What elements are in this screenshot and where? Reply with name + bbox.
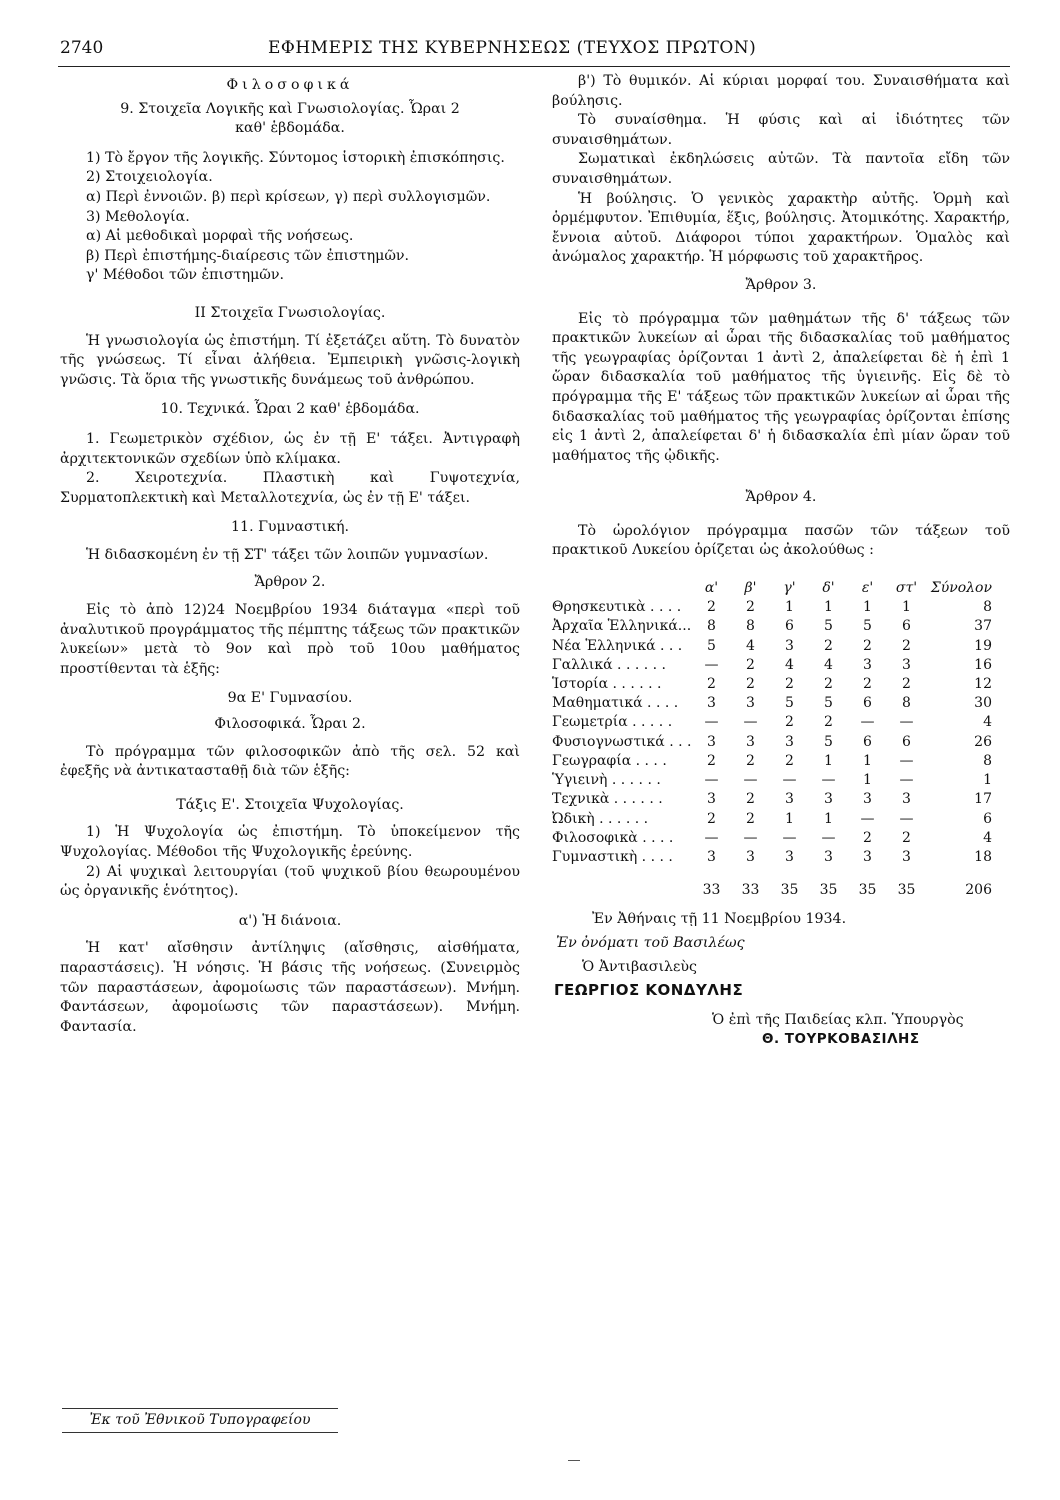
header-cell: γ' <box>783 580 796 597</box>
row-total-cell: 6 <box>983 810 992 827</box>
hours-cell: — <box>743 772 758 789</box>
header-cell: β' <box>744 580 757 597</box>
hours-cell: 1 <box>863 752 872 769</box>
paragraph: 2) Αἱ ψυχικαὶ λειτουργίαι (τοῦ ψυχικοῦ βίου θεωρουμένου ὡς ὀργανικῆς ἑνότητος). <box>60 863 520 900</box>
subject-cell: Γεωμετρία . . . . . <box>552 714 673 731</box>
gazette-title: ΕΦΗΜΕΡΙΣ ΤΗΣ ΚΥΒΕΡΝΗΣΕΩΣ (ΤΕΥΧΟΣ ΠΡΩΤΟΝ) <box>268 38 757 58</box>
hours-cell: 5 <box>824 733 833 750</box>
header-cell: δ' <box>822 580 835 597</box>
article-heading: Ἄρθρον 3. <box>745 276 817 293</box>
regent-title: Ὁ Ἀντιβασιλεὺς <box>582 958 697 975</box>
row-total-cell: 16 <box>974 656 992 673</box>
subject-cell: Ἱστορία . . . . . . <box>552 676 662 693</box>
hours-cell: 2 <box>863 829 872 846</box>
hours-cell: 3 <box>824 791 833 808</box>
list-item: α) Αἱ μεθοδικαὶ μορφαὶ τῆς νοήσεως. <box>86 228 354 245</box>
hours-cell: 8 <box>746 618 755 635</box>
hours-cell: 1 <box>824 599 833 616</box>
paragraph: Εἰς τὸ ἀπὸ 12)24 Νοεμβρίου 1934 διάταγμα «περὶ τοῦ ἀναλυτικοῦ προγράμματος τῆς πέμπτης τάξεως τῶν πρακτικῶν λυκείων» μετὰ τὸ 9ον καὶ πρὸ τοῦ 10ου μαθήματος προστίθενται τὰ ἑξῆς: <box>60 602 520 677</box>
hours-cell: — <box>860 810 875 827</box>
signing-date: Ἐν Ἀθήναις τῇ 11 Νοεμβρίου 1934. <box>592 911 847 928</box>
hours-cell: 3 <box>746 733 755 750</box>
list-item: 2) Στοιχειολογία. <box>86 169 213 186</box>
minister-signature: Θ. ΤΟΥΡΚΟΒΑΣΙΛΗΣ <box>762 1031 920 1048</box>
subsection-heading: α') Ἡ διάνοια. <box>238 912 342 929</box>
hours-cell: 2 <box>824 714 833 731</box>
total-cell: 35 <box>819 882 838 899</box>
paragraph: Τὸ πρόγραμμα τῶν φιλοσοφικῶν ἀπὸ τῆς σελ. 52 καὶ ἐφεξῆς νὰ ἀντικατασταθῇ διὰ τῶν ἑξῆς: <box>60 743 520 780</box>
row-total-cell: 8 <box>983 599 992 616</box>
table-row <box>552 771 1000 790</box>
hours-cell: — <box>899 810 914 827</box>
hours-cell: 5 <box>863 618 872 635</box>
header-cell: στ' <box>895 580 918 597</box>
hours-cell: 1 <box>785 810 794 827</box>
hours-cell: 1 <box>863 772 872 789</box>
hours-cell: 3 <box>746 695 755 712</box>
paragraph: Εἰς τὸ πρόγραμμα τῶν μαθημάτων τῆς δ' τάξεως τῶν πρακτικῶν λυκείων αἱ ὧραι τῆς διδασκαλίας τοῦ μαθήματος τῆς γεωγραφίας ὁρίζονται 1 ἀντὶ 2, ἀπαλείφεται δὲ ἡ ἐπὶ 1 ὥραν διδασκαλία τοῦ μαθήματος τῆς ὑγιεινῆς. Εἰς δὲ τὸ πρόγραμμα τῆς Ε' τάξεως τῶν πρακτικῶν λυκείων αἱ ὧραι τῆς διδασκαλίας τοῦ μαθήματος τῆς γεωγραφίας ὁρίζονται ἐπίσης εἰς 1 ἀντὶ 2, ἀπαλείφεται δ' ἡ διδασκαλία ἐπὶ μίαν ὥραν τοῦ μαθήματος τῆς ᾠδικῆς. <box>552 310 1010 464</box>
hours-cell: 3 <box>902 848 911 865</box>
table-row <box>552 713 1000 732</box>
subject-heading: Φιλοσοφικά. Ὧραι 2. <box>214 716 366 733</box>
hours-cell: — <box>743 829 758 846</box>
subject-cell: Τεχνικὰ . . . . . . <box>552 791 663 808</box>
hours-cell: 2 <box>824 637 833 654</box>
hours-cell: — <box>899 714 914 731</box>
total-cell: 35 <box>780 882 799 899</box>
hours-cell: 6 <box>863 695 872 712</box>
regent-signature: ΓΕΩΡΓΙΟΣ ΚΟΝΔΥΛΗΣ <box>554 981 744 1000</box>
subject-heading: 9. Στοιχεῖα Λογικῆς καὶ Γνωσιολογίας. Ὧραι 2 <box>120 100 460 117</box>
table-row <box>552 790 1000 809</box>
hours-cell: 3 <box>824 848 833 865</box>
hours-cell: 6 <box>785 618 794 635</box>
hours-cell: 2 <box>863 637 872 654</box>
hours-cell: — <box>899 752 914 769</box>
hours-cell: 2 <box>902 637 911 654</box>
subject-cell: Φιλοσοφικὰ . . . . <box>552 829 674 846</box>
timetable <box>552 579 1000 900</box>
hours-cell: 5 <box>707 637 716 654</box>
row-total-cell: 26 <box>974 733 992 750</box>
hours-cell: — <box>899 772 914 789</box>
subject-cell: Ἀρχαῖα Ἑλληνικά... <box>552 618 692 635</box>
hours-cell: 2 <box>785 676 794 693</box>
list-item: γ' Μέθοδοι τῶν ἐπιστημῶν. <box>86 267 285 284</box>
row-total-cell: 12 <box>974 676 992 693</box>
hours-cell: — <box>821 772 836 789</box>
row-total-cell: 4 <box>983 714 992 731</box>
hours-cell: 4 <box>824 656 833 673</box>
hours-cell: 3 <box>902 656 911 673</box>
hours-cell: 2 <box>707 752 716 769</box>
paragraph: Ἡ βούλησις. Ὁ γενικὸς χαρακτὴρ αὐτῆς. Ὁρμὴ καὶ ὁρμέμφυτον. Ἐπιθυμία, ἕξις, βούλησις. Ἀτομικότης. Χαρακτήρ, ἔννοια αὐτοῦ. Διάφοροι τύποι χαρακτήρων. Ὁμαλὸς καὶ ἀνώμαλος χαρακτήρ. Ἡ μόρφωσις τοῦ χαρακτῆρος. <box>552 190 1010 266</box>
paragraph: 2. Χειροτεχνία. Πλαστικὴ καὶ Γυψοτεχνία, Συρματοπλεκτικὴ καὶ Μεταλλοτεχνία, ὡς ἐν τῇ Ε' τάξει. <box>60 470 520 506</box>
subject-cell: Ὠδικὴ . . . . . . <box>552 810 649 827</box>
hours-cell: 3 <box>746 848 755 865</box>
list-item: α) Περὶ ἐννοιῶν. β) περὶ κρίσεων, γ) περὶ συλλογισμῶν. <box>86 188 491 205</box>
hours-cell: 5 <box>824 618 833 635</box>
page-number: 2740 <box>60 38 104 58</box>
right-column <box>552 72 1010 1050</box>
hours-cell: — <box>704 656 719 673</box>
row-total-cell: 37 <box>974 618 992 635</box>
hours-cell: 3 <box>863 848 872 865</box>
paragraph: Σωματικαὶ ἐκδηλώσεις αὐτῶν. Τὰ παντοῖα εἴδη τῶν συναισθημάτων. <box>552 151 1010 187</box>
subject-cell: Γεωγραφία . . . . <box>552 752 667 769</box>
left-column <box>60 72 520 1037</box>
hours-cell: 3 <box>902 791 911 808</box>
totals-row <box>552 867 1000 900</box>
hours-cell: 2 <box>785 714 794 731</box>
hours-cell: 6 <box>902 733 911 750</box>
paragraph: 1) Τὸ ἔργον τῆς λογικῆς. Σύντομος ἱστορικὴ ἐπισκόπησις. <box>86 149 505 166</box>
footer-rule <box>62 1432 338 1433</box>
paragraph: Ἡ κατ' αἴσθησιν ἀντίληψις (αἴσθησις, αἰσθήματα, παραστάσεις). Ἡ νόησις. Ἡ βάσις τῆς νοήσεως. (Συνειρμὸς τῶν παραστάσεων, ἀφομοίωσις τῶν παραστάσεων). Μνήμη. Φαντάσεων, ἀφομοίωσις τῶν παραστάσεων). Μνήμη. Φαντασία. <box>60 940 520 1035</box>
subject-heading: 9α Ε' Γυμνασίου. <box>227 690 353 707</box>
hours-cell: 3 <box>707 848 716 865</box>
row-total-cell: 4 <box>983 829 992 846</box>
table-header-row <box>552 579 1000 598</box>
table-row <box>552 848 1000 867</box>
paragraph: Ἡ γνωσιολογία ὡς ἐπιστήμη. Τί ἐξετάζει αὕτη. Τὸ δυνατὸν τῆς γνώσεως. Τί εἶναι ἀλήθεια. Ἐμπειρικὴ γνῶσις-λογικὴ γνῶσις. Τὰ ὅρια τῆς γνωστικῆς δυνάμεως τοῦ ἀνθρώπου. <box>60 332 520 388</box>
hours-cell: 6 <box>902 618 911 635</box>
hours-cell: 4 <box>746 637 755 654</box>
hours-cell: — <box>743 714 758 731</box>
hours-cell: — <box>821 829 836 846</box>
hours-cell: 3 <box>785 848 794 865</box>
paragraph: 1. Γεωμετρικὸν σχέδιον, ὡς ἐν τῇ Ε' τάξει. Ἀντιγραφὴ ἀρχιτεκτονικῶν σχεδίων ὑπὸ κλίμακα. <box>60 430 520 467</box>
hours-cell: — <box>860 714 875 731</box>
hours-cell: 1 <box>785 599 794 616</box>
row-total-cell: 30 <box>974 695 992 712</box>
minister-title: Ὁ ἐπὶ τῆς Παιδείας κλπ. Ὑπουργὸς <box>712 1011 964 1028</box>
hours-cell: 2 <box>902 676 911 693</box>
hours-cell: 3 <box>785 791 794 808</box>
hours-cell: 3 <box>707 791 716 808</box>
hours-cell: 2 <box>707 599 716 616</box>
subject-cell: Γαλλικά . . . . . . <box>552 656 667 673</box>
hours-cell: 3 <box>863 791 872 808</box>
table-row <box>552 829 1000 848</box>
hours-cell: 2 <box>863 676 872 693</box>
hours-cell: 3 <box>863 656 872 673</box>
subject-heading-cont: καθ' ἑβδομάδα. <box>235 120 345 137</box>
subject-heading: 10. Τεχνικά. Ὧραι 2 καθ' ἑβδομάδα. <box>160 401 420 418</box>
list-item: 3) Μεθολογία. <box>86 208 190 225</box>
total-cell: 33 <box>702 882 721 899</box>
subject-cell: Μαθηματικά . . . . <box>552 695 679 712</box>
table-row <box>552 752 1000 771</box>
hours-cell: 2 <box>707 676 716 693</box>
total-cell: 35 <box>858 882 877 899</box>
table-row <box>552 810 1000 829</box>
section-heading: ΙΙ Στοιχεῖα Γνωσιολογίας. <box>194 304 386 321</box>
section-heading: Τάξις Ε'. Στοιχεῖα Ψυχολογίας. <box>176 796 404 813</box>
hours-cell: 2 <box>824 676 833 693</box>
hours-cell: 1 <box>902 599 911 616</box>
hours-cell: 2 <box>902 829 911 846</box>
hours-cell: 3 <box>785 733 794 750</box>
total-cell: 206 <box>965 882 992 899</box>
hours-cell: 2 <box>746 810 755 827</box>
row-total-cell: 17 <box>974 791 992 808</box>
header-divider <box>58 66 1010 67</box>
hours-cell: 1 <box>824 810 833 827</box>
hours-cell: 4 <box>785 656 794 673</box>
table-row <box>552 675 1000 694</box>
page-mark <box>568 1460 580 1461</box>
hours-cell: 2 <box>785 752 794 769</box>
hours-cell: 3 <box>707 695 716 712</box>
hours-cell: 1 <box>863 599 872 616</box>
hours-cell: 5 <box>824 695 833 712</box>
row-total-cell: 1 <box>983 772 992 789</box>
subject-cell: Νέα Ἑλληνικά . . . <box>552 637 683 654</box>
section-heading: Φιλοσοφικά <box>226 77 354 93</box>
table-row <box>552 617 1000 636</box>
header-cell: Σύνολον <box>930 580 992 597</box>
total-cell: 35 <box>897 882 916 899</box>
hours-cell: 2 <box>746 656 755 673</box>
hours-cell: 2 <box>746 676 755 693</box>
footer-rule <box>62 1408 338 1409</box>
list-item: β) Περὶ ἐπιστήμης-διαίρεσις τῶν ἐπιστημῶν. <box>86 247 410 264</box>
paragraph: Τὸ συναίσθημα. Ἡ φύσις καὶ αἱ ἰδιότητες τῶν συναισθημάτων. <box>552 112 1010 148</box>
subject-heading: 11. Γυμναστική. <box>231 519 349 536</box>
hours-cell: 2 <box>746 752 755 769</box>
paragraph: Τὸ ὡρολόγιον πρόγραμμα πασῶν τῶν τάξεων τοῦ πρακτικοῦ Λυκείου ὁρίζεται ὡς ἀκολούθως : <box>552 522 1010 559</box>
paragraph: β') Τὸ θυμικόν. Αἱ κύριαι μορφαί του. Συναισθήματα καὶ βούλησις. <box>552 73 1010 109</box>
row-total-cell: 19 <box>974 637 992 654</box>
in-name-of-king: Ἐν ὀνόματι τοῦ Βασιλέως <box>556 934 745 951</box>
row-total-cell: 18 <box>974 848 992 865</box>
total-cell: 33 <box>741 882 760 899</box>
table-row <box>552 598 1000 617</box>
hours-cell: 5 <box>785 695 794 712</box>
table-row <box>552 733 1000 752</box>
hours-cell: 1 <box>824 752 833 769</box>
hours-cell: 8 <box>707 618 716 635</box>
hours-cell: 2 <box>746 791 755 808</box>
hours-cell: 2 <box>746 599 755 616</box>
hours-cell: — <box>782 772 797 789</box>
row-total-cell: 8 <box>983 752 992 769</box>
hours-cell: 8 <box>902 695 911 712</box>
subject-cell: Φυσιογνωστικά . . . <box>552 733 692 750</box>
table-row <box>552 637 1000 656</box>
article-heading: Ἄρθρον 4. <box>745 489 817 506</box>
table-row <box>552 656 1000 675</box>
hours-cell: — <box>782 829 797 846</box>
article-heading: Ἄρθρον 2. <box>254 574 326 591</box>
hours-cell: — <box>704 714 719 731</box>
hours-cell: 3 <box>785 637 794 654</box>
hours-cell: — <box>704 829 719 846</box>
hours-cell: 6 <box>863 733 872 750</box>
hours-cell: 2 <box>707 810 716 827</box>
subject-cell: Θρησκευτικὰ . . . . <box>552 599 682 616</box>
paragraph: Ἡ διδασκομένη ἐν τῇ ΣΤ' τάξει τῶν λοιπῶν γυμνασίων. <box>86 546 489 563</box>
subject-cell: Ὑγιεινὴ . . . . . . <box>552 772 661 789</box>
header-cell: ε' <box>861 580 874 597</box>
hours-cell: — <box>704 772 719 789</box>
hours-cell: 3 <box>707 733 716 750</box>
header-cell: α' <box>704 580 719 597</box>
table-row <box>552 694 1000 713</box>
paragraph: 1) Ἡ Ψυχολογία ὡς ἐπιστήμη. Τὸ ὑποκείμενον τῆς Ψυχολογίας. Μέθοδοι τῆς Ψυχολογικῆς ἐρεύνης. <box>60 824 520 860</box>
printer-credit: Ἐκ τοῦ Ἐθνικοῦ Τυπογραφείου <box>89 1412 311 1428</box>
subject-cell: Γυμναστικὴ . . . . <box>552 848 673 865</box>
